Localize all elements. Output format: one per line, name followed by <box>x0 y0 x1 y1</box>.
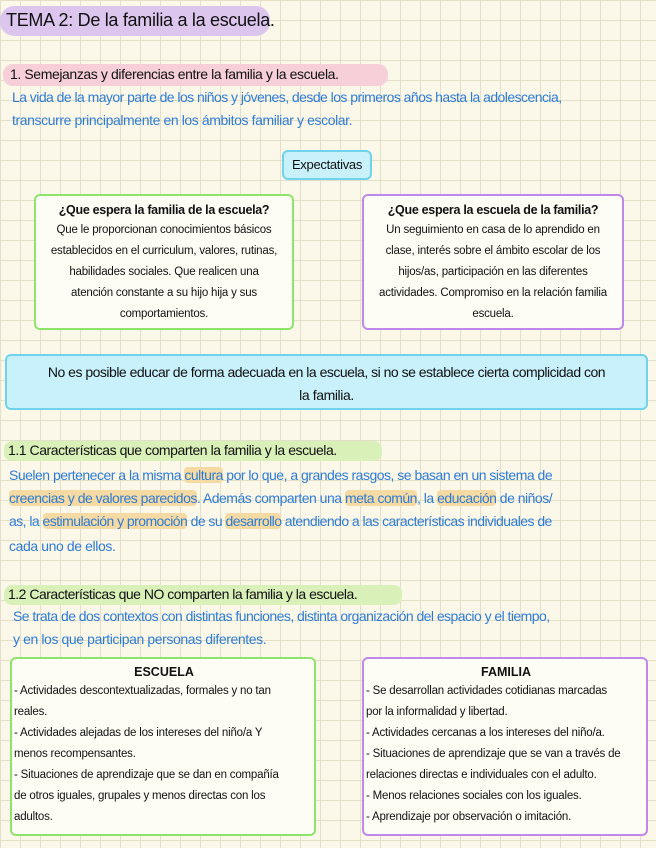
section11-text-line4: cada uno de ellos. <box>9 538 116 554</box>
familia-card-line: - Actividades cercanas a los intereses del niño/a. <box>366 727 605 739</box>
family-card-line: establecidos en el curriculum, valores, rutinas, <box>50 245 278 257</box>
text-segment: de niños/ <box>496 490 553 506</box>
section1-text-line1: La vida de la mayor parte de los niños y jóvenes, desde los primeros años hasta la adolescencia, <box>12 89 562 105</box>
text-segment: por lo que, a grandes rasgos, se basan en un sistema de <box>222 467 553 483</box>
familia-card-line: - Aprendizaje por observación o imitación. <box>366 811 572 823</box>
familia-card-line: - Situaciones de aprendizaje que se van a través de <box>366 748 621 760</box>
expectativas-label <box>282 150 372 180</box>
family-card-line: comportamientos. <box>119 308 209 320</box>
escuela-card-line: - Actividades descontextualizadas, formales y no tan <box>14 685 271 697</box>
school-card-line: clase, interés sobre el ámbito escolar de los <box>385 245 601 257</box>
section12-text-line2: y en los que participan personas diferentes. <box>13 631 267 647</box>
family-card-line: Que le proporcionan conocimientos básicos <box>56 224 272 236</box>
banner-line2: la familia. <box>299 387 354 403</box>
highlight-creencias: creencias y de valores parecidos <box>9 490 197 506</box>
school-card-line: actividades. Compromiso en la relación familia <box>379 287 607 299</box>
family-card-line: habilidades sociales. Que realicen una <box>69 266 259 278</box>
school-card-title: ¿Que espera la escuela de la familia? <box>387 203 599 217</box>
escuela-card-line: adultos. <box>14 811 53 823</box>
highlight-meta-comun: meta común <box>344 490 417 506</box>
school-card-line: hijos/as, participación en las diferentes <box>398 266 588 278</box>
family-card-line: atención constante a su hijo hija y sus <box>71 287 257 299</box>
familia-card <box>362 657 648 836</box>
school-card-line: Un seguimiento en casa de lo aprendido en <box>386 224 600 236</box>
text-segment: de su <box>187 513 226 529</box>
complicity-banner <box>5 354 648 410</box>
text-segment: , la <box>416 490 438 506</box>
text-segment: . Además comparten una <box>196 490 345 506</box>
banner-line1: No es posible educar de forma adecuada en la escuela, si no se establece cierta complicidad con <box>47 364 606 380</box>
escuela-card-line: - Situaciones de aprendizaje que se dan en compañía <box>14 769 279 781</box>
escuela-card-line: - Actividades alejadas de los intereses del niño/a Y <box>14 727 263 739</box>
section1-text-line2: transcurre principalmente en los ámbitos familiar y escolar. <box>12 112 353 128</box>
familia-card-line: por la informalidad y libertad. <box>366 706 508 718</box>
section11-text-line2 <box>9 490 552 506</box>
escuela-card-line: de otros iguales, grupales y menos directas con los <box>14 790 266 802</box>
section12-text-line1: Se trata de dos contextos con distintas funciones, distinta organización del espacio y el tiempo, <box>13 608 550 624</box>
family-expectations-card <box>34 194 294 330</box>
expectativas-text: Expectativas <box>291 157 363 172</box>
section11-text-line3 <box>9 513 552 529</box>
section11-heading: 1.1 Características que comparten la familia y la escuela. <box>8 442 337 458</box>
escuela-card-line: reales. <box>14 706 48 718</box>
familia-card-line: - Menos relaciones sociales con los iguales. <box>366 790 582 802</box>
familia-card-line: relaciones directas e individuales con el adulto. <box>366 769 597 781</box>
highlight-educacion: educación <box>437 490 497 506</box>
escuela-card-title: ESCUELA <box>134 665 194 679</box>
highlight-cultura: cultura <box>184 467 223 483</box>
familia-card-title: FAMILIA <box>481 665 531 679</box>
highlight-desarrollo: desarrollo <box>225 513 282 529</box>
text-segment: atendiendo a las características individuales de <box>281 513 552 529</box>
section12-heading: 1.2 Características que NO comparten la familia y la escuela. <box>8 586 358 602</box>
page-title: TEMA 2: De la familia a la escuela. <box>6 10 275 30</box>
text-segment: as, la <box>9 513 43 529</box>
highlight-estimulacion: estimulación y promoción <box>42 513 188 529</box>
familia-card-line: - Se desarrollan actividades cotidianas marcadas <box>366 685 607 697</box>
school-card-line: escuela. <box>472 308 514 320</box>
section1-heading: 1. Semejanzas y diferencias entre la familia y la escuela. <box>10 66 339 82</box>
section11-text-line1 <box>9 467 552 483</box>
school-expectations-card <box>362 194 624 330</box>
escuela-card <box>10 657 316 836</box>
escuela-card-line: menos recompensantes. <box>14 748 136 760</box>
text-segment: Suelen pertenecer a la misma <box>9 467 185 483</box>
family-card-title: ¿Que espera la familia de la escuela? <box>58 203 270 217</box>
